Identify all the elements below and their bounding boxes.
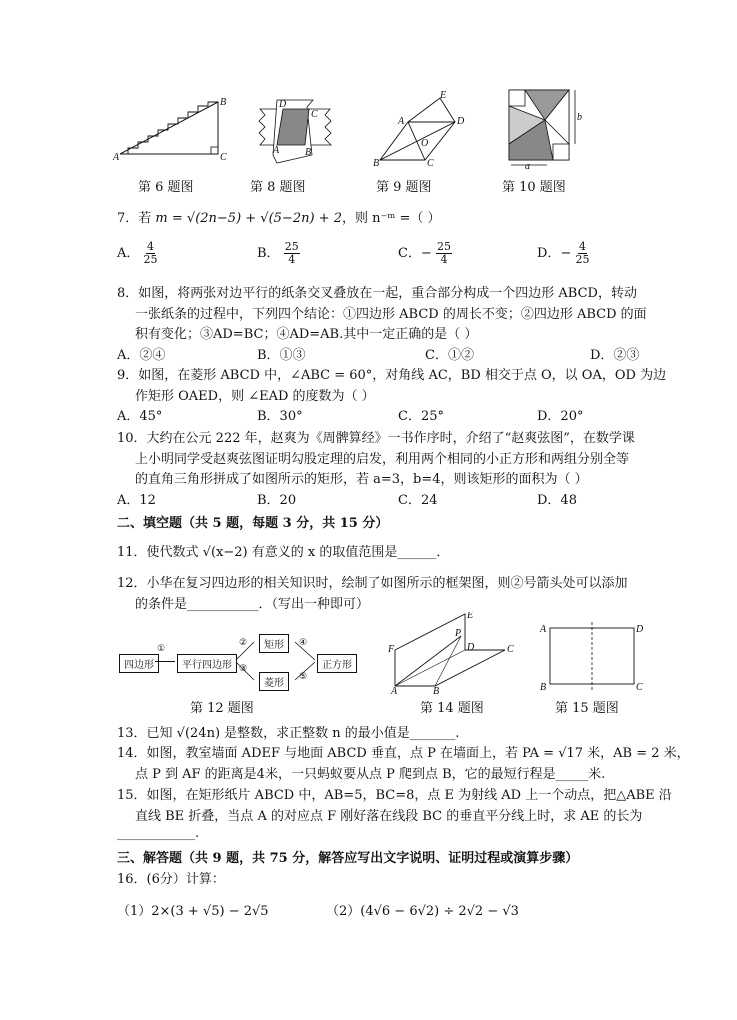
fig14-label-d: D bbox=[467, 642, 475, 653]
fig9-label-e: E bbox=[440, 90, 447, 101]
fig8-label-d: D bbox=[279, 99, 287, 110]
caption-q6: 第 6 题图 bbox=[138, 180, 194, 195]
q7-option-a: A． $\frac{4}{25}$ bbox=[117, 240, 158, 266]
section-solve-heading: 三、解答题（共 9 题，共 75 分，解答应写出文字说明、证明过程或演算步骤） bbox=[117, 851, 579, 866]
arrow-1 bbox=[155, 661, 175, 662]
q15-line-3: ____________. bbox=[117, 826, 200, 841]
fig9-label-d: D bbox=[457, 116, 465, 127]
mark-3: ③ bbox=[239, 664, 248, 674]
q8-option-a: A．②④ bbox=[117, 348, 166, 363]
q13-text: 13．已知 √(24n) 是整数，求正整数 n 的最小值是_______. bbox=[117, 726, 460, 741]
mark-5: ⑤ bbox=[299, 672, 308, 682]
fig8-label-b: B bbox=[305, 147, 312, 158]
fig15-label-d: D bbox=[636, 624, 644, 635]
mark-1: ① bbox=[157, 644, 166, 654]
fig15-label-c: C bbox=[636, 682, 643, 693]
q11-text: 11．使代数式 √(x−2) 有意义的 x 的取值范围是______． bbox=[117, 545, 450, 560]
q9-option-c: C．25° bbox=[398, 409, 444, 424]
fig10-label-b: b bbox=[577, 112, 582, 123]
figure-q10 bbox=[505, 86, 587, 170]
caption-q14: 第 14 题图 bbox=[420, 701, 484, 716]
q9-line-1: 9．如图，在菱形 ABCD 中，∠ABC = 60°，对角线 AC，BD 相交于点 O，以 OA，OD 为边 bbox=[117, 368, 667, 383]
figure-q14 bbox=[385, 612, 520, 694]
q10-option-b: B．20 bbox=[257, 493, 297, 508]
fig6-label-b: B bbox=[220, 97, 227, 108]
q8-option-c: C．①② bbox=[425, 348, 474, 363]
q10-line-3: 的直角三角形拼成了如图所示的矩形，若 a=3，b=4，则该矩形的面积为（ ） bbox=[135, 472, 588, 487]
figure-q8 bbox=[255, 95, 335, 165]
fig15-label-a: A bbox=[540, 624, 547, 635]
q8-line-2: 一张纸条的过程中，下列四个结论：①四边形 ABCD 的周长不变；②四边形 ABCD 的面 bbox=[135, 307, 647, 322]
fig6-label-a: A bbox=[113, 152, 120, 163]
q15-line-1: 15．如图，在矩形纸片 ABCD 中，AB=5，BC=8，点 E 为射线 AD 上一个动点，把△ABE 沿 bbox=[117, 788, 672, 803]
fig14-label-e: E bbox=[467, 612, 474, 621]
fig8-label-a: A bbox=[273, 145, 280, 156]
q8-line-3: 积有变化；③AD=BC；④AD=AB.其中一定正确的是（ ） bbox=[135, 327, 478, 342]
arrows-4-5 bbox=[293, 634, 319, 688]
box-quadrilateral: 四边形 bbox=[119, 654, 159, 673]
fig9-label-a: A bbox=[398, 116, 405, 127]
box-rhombus: 菱形 bbox=[259, 672, 289, 691]
figure-q9 bbox=[370, 90, 465, 168]
figure-q6 bbox=[110, 92, 230, 164]
q14-line-1: 14．如图，教室墙面 ADEF 与地面 ABCD 垂直，点 P 在墙面上，若 PA = √17 米，AB = 2 米， bbox=[117, 746, 690, 761]
q12-line-1: 12．小华在复习四边形的相关知识时，绘制了如图所示的框架图，则②号箭头处可以添加 bbox=[117, 576, 628, 591]
q9-option-a: A．45° bbox=[117, 409, 163, 424]
fig9-label-b: B bbox=[373, 158, 380, 168]
q8-option-d: D．②③ bbox=[590, 348, 640, 363]
fig10-label-a: a bbox=[525, 161, 530, 170]
q10-line-1: 10．大约在公元 222 年，赵爽为《周髀算经》一书作序时，介绍了“赵爽弦图”，在数学课 bbox=[117, 431, 635, 446]
q7-option-d: D．− $\frac{4}{25}$ bbox=[537, 240, 590, 266]
fig14-label-c: C bbox=[507, 644, 514, 655]
caption-q10: 第 10 题图 bbox=[502, 180, 566, 195]
figure-q15 bbox=[538, 620, 648, 696]
q10-option-d: D．48 bbox=[537, 493, 577, 508]
box-square: 正方形 bbox=[317, 654, 357, 673]
caption-q15: 第 15 题图 bbox=[555, 701, 619, 716]
fig15-label-b: B bbox=[540, 682, 547, 693]
q12-line-2: 的条件是___________．（写出一种即可） bbox=[135, 597, 370, 612]
q16-part-2: （2）(4√6 − 6√2) ÷ 2√2 − √3 bbox=[326, 904, 519, 919]
fig14-label-f: F bbox=[388, 644, 395, 655]
q7-option-c: C．− $\frac{25}{4}$ bbox=[398, 240, 451, 266]
mark-4: ④ bbox=[299, 638, 308, 648]
caption-q9: 第 9 题图 bbox=[376, 180, 432, 195]
fig6-label-c: C bbox=[220, 152, 227, 163]
fig14-label-a: A bbox=[391, 686, 398, 694]
q10-line-2: 上小明同学受赵爽弦图证明勾股定理的启发，利用两个相同的小正方形和两组分别全等 bbox=[135, 452, 630, 467]
section-fill-in-heading: 二、填空题（共 5 题，每题 3 分，共 15 分） bbox=[117, 516, 389, 531]
fig14-label-b: B bbox=[433, 686, 440, 694]
q10-option-a: A．12 bbox=[117, 493, 156, 508]
caption-q12: 第 12 题图 bbox=[190, 701, 254, 716]
fig9-label-c: C bbox=[427, 158, 434, 168]
q9-line-2: 作矩形 OAED，则 ∠EAD 的度数为（ ） bbox=[135, 389, 375, 404]
q8-line-1: 8．如图，将两张对边平行的纸条交叉叠放在一起，重合部分构成一个四边形 ABCD，转动 bbox=[117, 286, 637, 301]
mark-2: ② bbox=[239, 638, 248, 648]
q9-option-d: D．20° bbox=[537, 409, 584, 424]
q7-option-b: B． $\frac{25}{4}$ bbox=[257, 240, 299, 266]
q8-option-b: B．①③ bbox=[257, 348, 306, 363]
fig8-label-c: C bbox=[311, 109, 318, 120]
q14-line-2: 点 P 到 AF 的距离是4米，一只蚂蚁要从点 P 爬到点 B，它的最短行程是_____米. bbox=[135, 767, 606, 782]
q9-option-b: B．30° bbox=[257, 409, 303, 424]
fig14-label-p: P bbox=[455, 628, 462, 639]
box-rectangle: 矩形 bbox=[259, 634, 289, 653]
figure-q12 bbox=[117, 630, 357, 696]
q16-heading: 16．(6分）计算： bbox=[117, 872, 225, 887]
q15-line-2: 直线 BE 折叠，当点 A 的对应点 F 刚好落在线段 BC 的垂直平分线上时，求 AE 的长为 bbox=[135, 809, 643, 824]
box-parallelogram: 平行四边形 bbox=[177, 654, 237, 673]
arrows-2-3 bbox=[234, 634, 258, 688]
q16-part-1: （1）2×(3 + √5) − 2√5 bbox=[117, 904, 269, 919]
q7-stem: 7．若 m = √(2n−5) + √(5−2n) + 2，则 n⁻ᵐ =（ ） bbox=[117, 211, 441, 226]
caption-q8: 第 8 题图 bbox=[250, 180, 306, 195]
fig9-label-o: O bbox=[421, 138, 429, 149]
q10-option-c: C．24 bbox=[398, 493, 438, 508]
